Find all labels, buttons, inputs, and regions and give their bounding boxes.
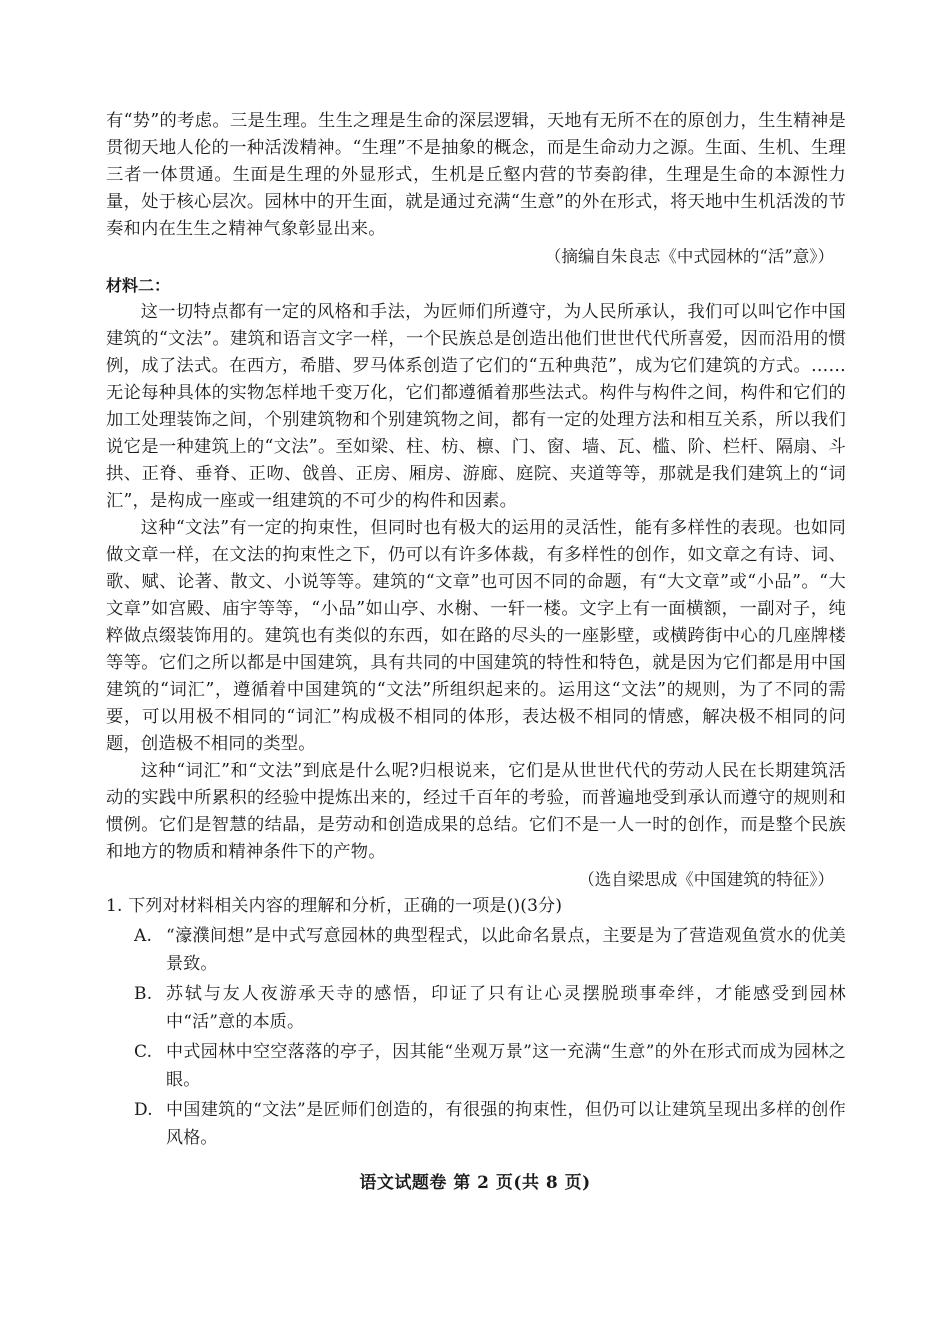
option-letter: A. — [134, 926, 153, 946]
material-two-paragraph-3: 这种“词汇”和“文法”到底是什么呢?归根说来，它们是从世世代代的劳动人民在长期建筑活动的实践中所累积的经验中提炼出来的，经过千百年的考验，而普遍地受到承认而遵守的规则和惯例。它们是智慧的结晶，是劳动和创造成果的总结。它们不是一人一时的创作，而是整个民族和地方的物质和精神条件下的产物。 — [106, 761, 846, 862]
option-letter: D. — [134, 1100, 153, 1120]
question-1-option-c — [134, 1038, 846, 1094]
option-text: 苏轼与友人夜游承天寺的感悟，印证了只有让心灵摆脱琐事牵绊，才能感受到园林中“活”意的本质。 — [166, 984, 846, 1032]
option-text: 中国建筑的“文法”是匠师们创造的，有很强的拘束性，但仍可以让建筑呈现出多样的创作风格。 — [166, 1100, 846, 1148]
question-1-option-d — [134, 1096, 846, 1152]
material-two-paragraph-2: 这种“文法”有一定的拘束性，但同时也有极大的运用的灵活性，能有多样性的表现。也如同做文章一样，在文法的拘束性之下，仍可以有许多体裁，有多样性的创作，如文章之有诗、词、歌、赋、论著、散文、小说等等。建筑的“文章”也可因不同的命题，有“大文章”或“小品”。“大文章”如宫殿、庙宇等等，“小品”如山亭、水榭、一轩一楼。文字上有一面横额，一副对子，纯粹做点缀装饰用的。建筑也有类似的东西，如在路的尽头的一座影壁，或横跨街中心的几座牌楼等等。它们之所以都是中国建筑，具有共同的中国建筑的特性和特色，就是因为它们都是用中国建筑的“词汇”，遵循着中国建筑的“文法”所组织起来的。运用这“文法”的规则，为了不同的需要，可以用极不相同的“词汇”构成极不相同的体形，表达极不相同的情感，解决极不相同的问题，创造极不相同的类型。 — [106, 518, 846, 754]
option-text: 中式园林中空空落落的亭子，因其能“坐观万景”这一充满“生意”的外在形式而成为园林之眼。 — [166, 1042, 846, 1090]
question-1-option-b — [134, 980, 846, 1036]
material-one-source: （摘编自朱良志《中式园林的“活”意》） — [544, 247, 834, 266]
option-letter: B. — [134, 984, 153, 1004]
exam-page-content — [106, 108, 846, 1152]
option-text: “濠濮间想”是中式写意园林的典型程式，以此命名景点，主要是为了营造观鱼赏水的优美景致。 — [166, 926, 846, 974]
option-letter: C. — [134, 1042, 153, 1062]
material-two-paragraph-1: 这一切特点都有一定的风格和手法，为匠师们所遵守，为人民所承认，我们可以叫它作中国建筑的“文法”。建筑和语言文字一样，一个民族总是创造出他们世世代代所喜爱，因而沿用的惯例，成了法式。在西方，希腊、罗马体系创造了它们的“五种典范”，成为它们建筑的方式。……无论每种具体的实物怎样地千变万化，它们都遵循着那些法式。构件与构件之间，构件和它们的加工处理装饰之间，个别建筑物和个别建筑物之间，都有一定的处理方法和相互关系，所以我们说它是一种建筑上的“文法”。至如梁、柱、枋、檩、门、窗、墙、瓦、槛、阶、栏杆、隔扇、斗拱、正脊、垂脊、正吻、戗兽、正房、厢房、游廊、庭院、夹道等等，那就是我们建筑上的“词汇”，是构成一座或一组建筑的不可少的构件和因素。 — [106, 302, 846, 511]
material-one-tail-paragraph: 有“势”的考虑。三是生理。生生之理是生命的深层逻辑，天地有无所不在的原创力，生生精神是贯彻天地人伦的一种活泼精神。“生理”不是抽象的概念，而是生命动力之源。生面、生机、生理三者一体贯通。生面是生理的外显形式，生机是丘壑内营的节奏韵律，生理是生命的本源性力量，处于核心层次。园林中的开生面，就是通过充满“生意”的外在形式，将天地中生机活泼的节奏和内在生生之精神气象彰显出来。 — [106, 111, 846, 239]
question-1-stem: 1. 下列对材料相关内容的理解和分析，正确的一项是()(3分) — [106, 896, 563, 916]
material-two-heading: 材料二： — [106, 276, 171, 295]
material-two-source: （选自梁思成《中国建筑的特征》） — [578, 870, 834, 889]
page-footer: 语文试题卷 第 2 页(共 8 页) — [359, 1173, 591, 1193]
question-1-option-a — [134, 922, 846, 978]
